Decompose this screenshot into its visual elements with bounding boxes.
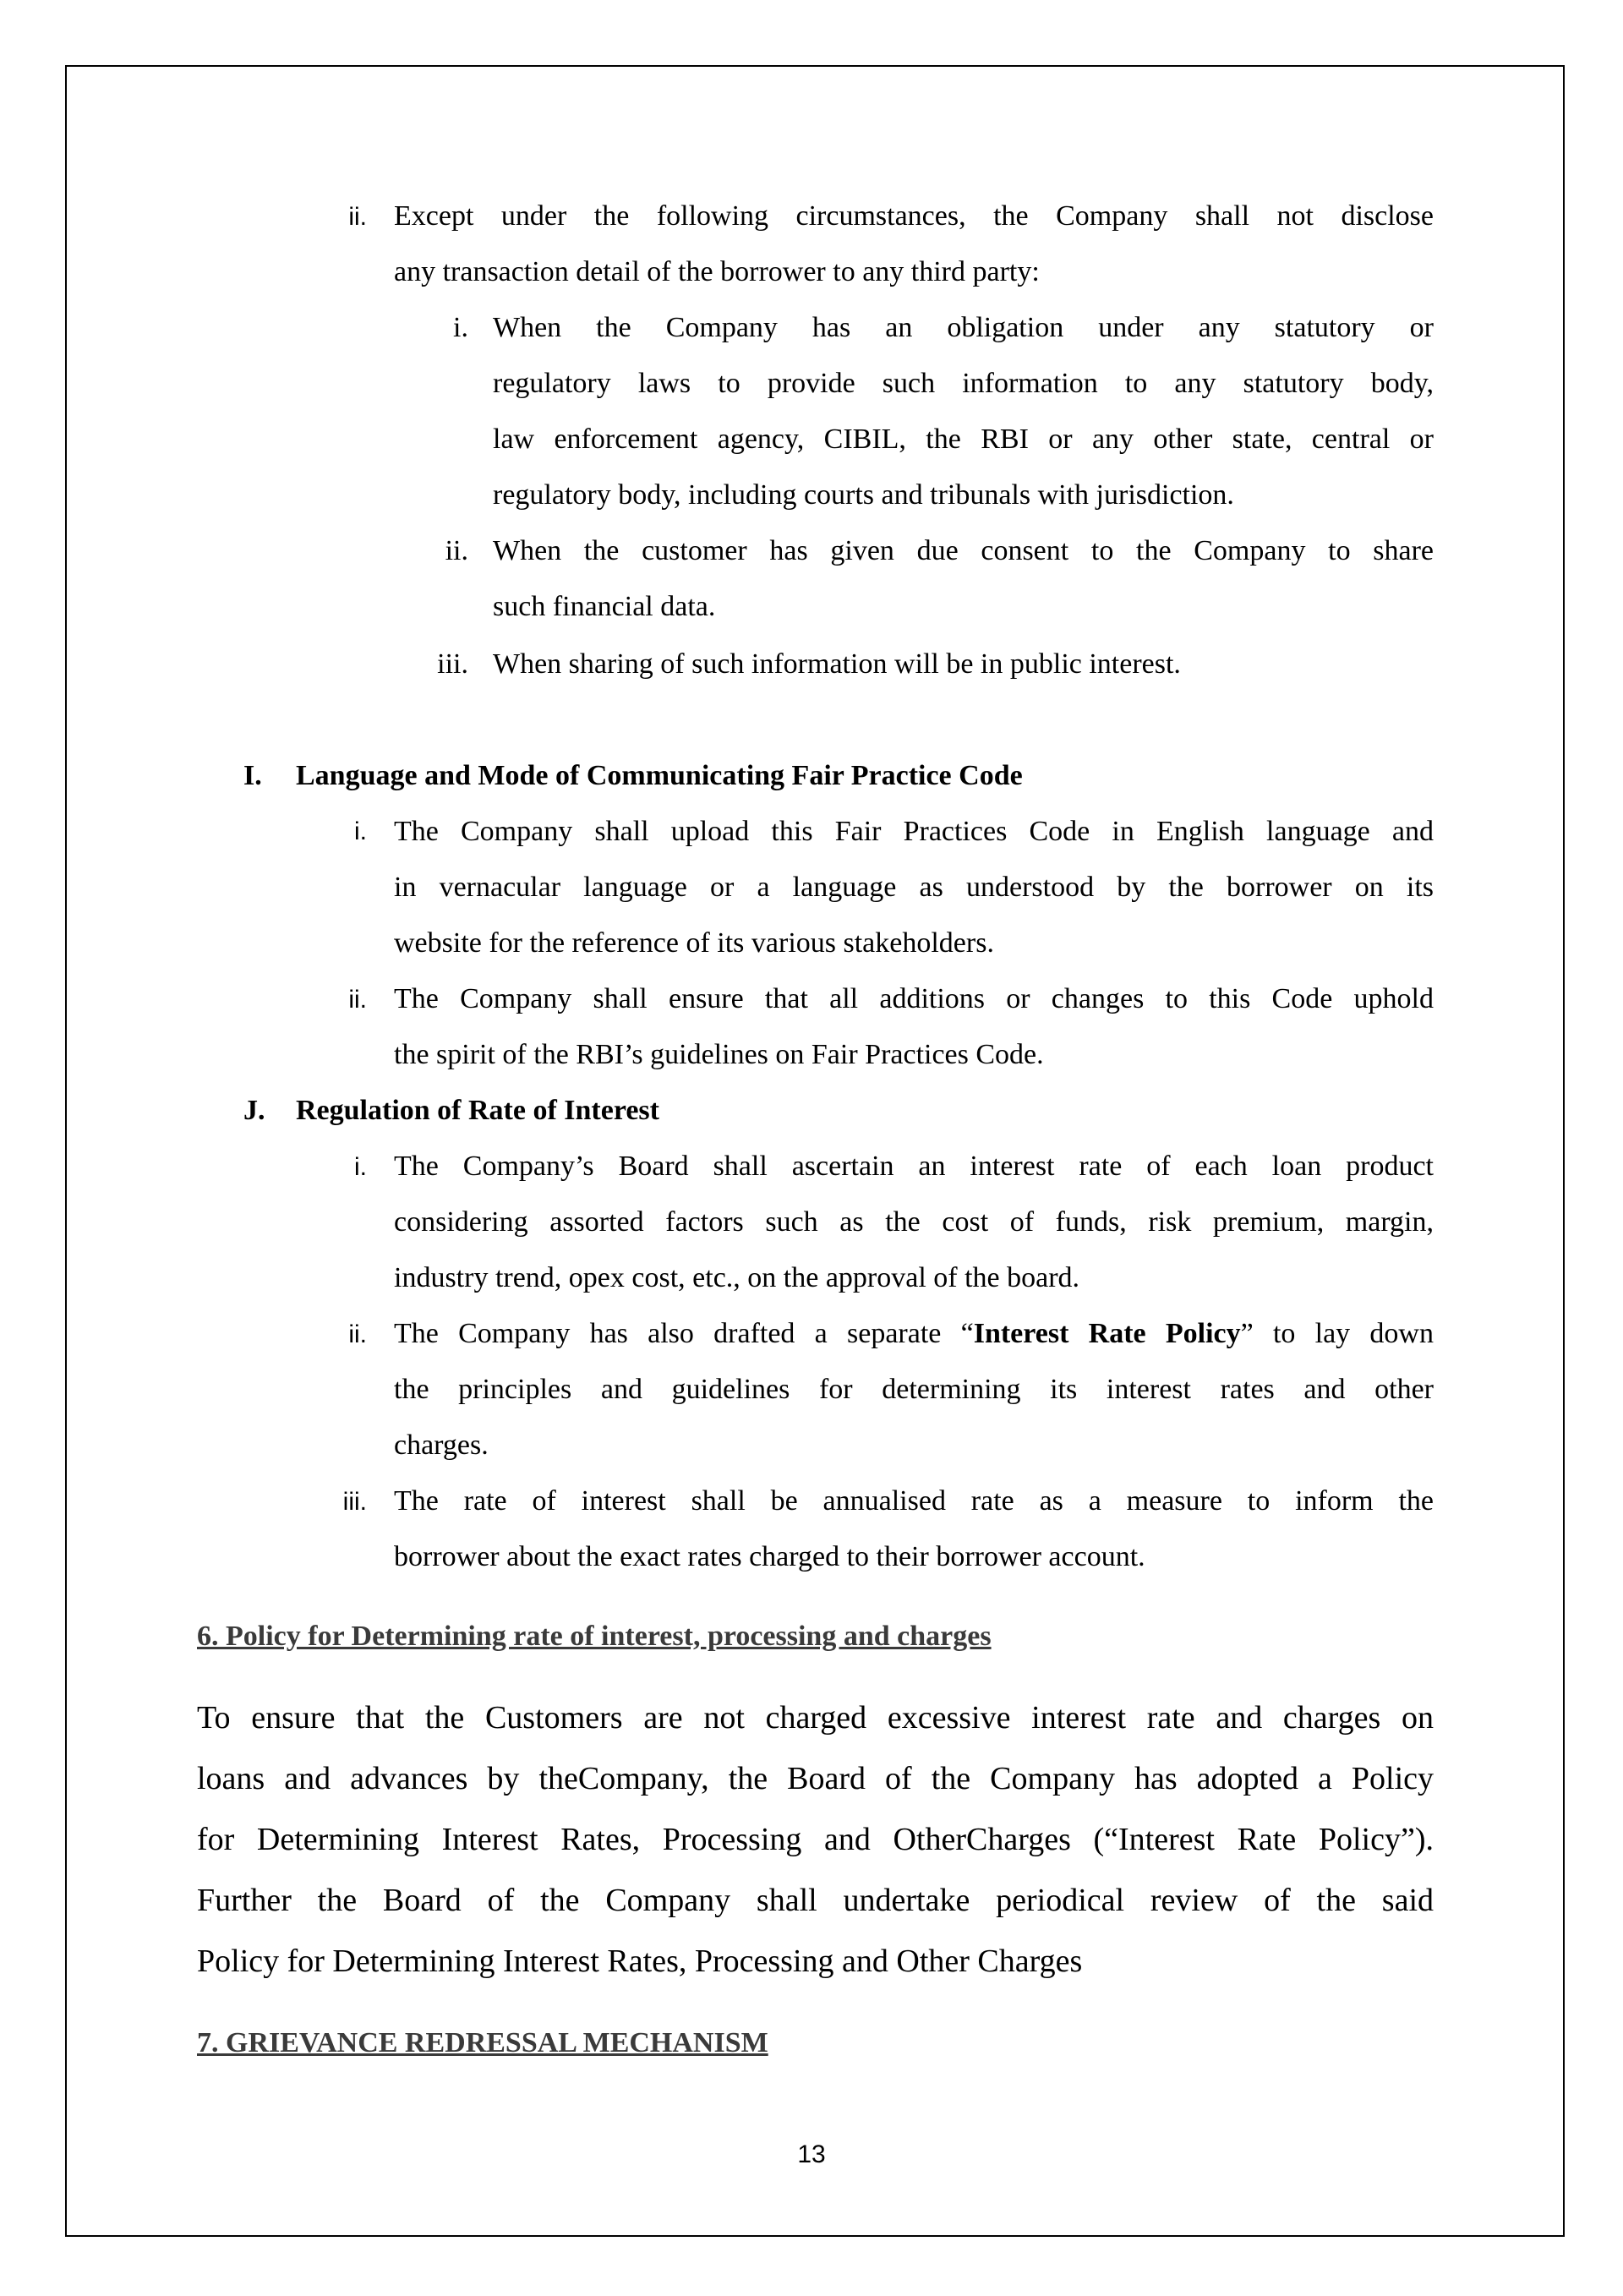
list-item-text: law enforcement agency, CIBIL, the RBI or any other state, central or: [493, 424, 1434, 455]
text-run: ” to lay down: [1240, 1318, 1434, 1349]
list-item-text: The Company shall ensure that all additions or changes to this Code uphold: [394, 983, 1434, 1014]
list-item-text: the principles and guidelines for determining its interest rates and other: [394, 1374, 1434, 1405]
list-number: ii.: [348, 1320, 367, 1348]
section-letter: J.: [243, 1095, 265, 1126]
page-number: 13: [797, 2140, 826, 2168]
list-number: ii.: [445, 535, 468, 566]
list-item-text: considering assorted factors such as the cost of funds, risk premium, margin,: [394, 1206, 1434, 1238]
list-item-text: When sharing of such information will be in public interest.: [493, 648, 1181, 680]
list-item-text: The Company shall upload this Fair Practices Code in English language and: [394, 816, 1434, 847]
section-heading: 6. Policy for Determining rate of interest, processing and charges: [197, 1621, 992, 1652]
list-item-text: Except under the following circumstances, the Company shall not disclose: [394, 200, 1434, 232]
paragraph-line: Policy for Determining Interest Rates, Processing and Other Charges: [197, 1943, 1083, 1979]
section-letter: I.: [243, 760, 262, 791]
list-item-text: in vernacular language or a language as understood by the borrower on its: [394, 872, 1434, 903]
list-item-text: the spirit of the RBI’s guidelines on Fair Practices Code.: [394, 1039, 1044, 1070]
list-item-text: The rate of interest shall be annualised rate as a measure to inform the: [394, 1485, 1434, 1517]
list-number: ii.: [348, 986, 367, 1014]
list-item-text: website for the reference of its various stakeholders.: [394, 927, 994, 959]
list-item-text: charges.: [394, 1430, 489, 1461]
list-number: iii.: [437, 648, 468, 680]
list-item-text: regulatory laws to provide such information to any statutory body,: [493, 368, 1434, 399]
paragraph-line: for Determining Interest Rates, Processing and OtherCharges (“Interest Rate Policy”).: [197, 1822, 1434, 1857]
list-item-text: [394, 1317, 1434, 1351]
section-title: Language and Mode of Communicating Fair Practice Code: [296, 760, 1023, 791]
list-number: ii.: [348, 203, 367, 231]
section-heading: 7. GRIEVANCE REDRESSAL MECHANISM: [197, 2027, 768, 2058]
paragraph-line: loans and advances by theCompany, the Board of the Company has adopted a Policy: [197, 1761, 1434, 1796]
list-item-text: The Company’s Board shall ascertain an interest rate of each loan product: [394, 1151, 1434, 1182]
list-number: i.: [354, 817, 367, 845]
list-item-text: such financial data.: [493, 591, 716, 622]
list-item-text: any transaction detail of the borrower to any third party:: [394, 256, 1040, 287]
paragraph-line: Further the Board of the Company shall undertake periodical review of the said: [197, 1883, 1434, 1918]
list-number: i.: [453, 312, 468, 343]
list-item-text: When the customer has given due consent to the Company to share: [493, 535, 1434, 566]
list-item-text: industry trend, opex cost, etc., on the approval of the board.: [394, 1262, 1080, 1293]
section-title: Regulation of Rate of Interest: [296, 1095, 659, 1126]
paragraph-line: To ensure that the Customers are not charged excessive interest rate and charges on: [197, 1700, 1434, 1736]
list-item-text: borrower about the exact rates charged to their borrower account.: [394, 1541, 1145, 1572]
list-number: i.: [354, 1153, 367, 1181]
text-run: The Company has also drafted a separate “: [394, 1318, 974, 1349]
emphasis-text: Interest Rate Policy: [973, 1318, 1241, 1349]
list-item-text: When the Company has an obligation under any statutory or: [493, 312, 1434, 343]
list-number: iii.: [342, 1488, 367, 1516]
list-item-text: regulatory body, including courts and tribunals with jurisdiction.: [493, 479, 1234, 511]
